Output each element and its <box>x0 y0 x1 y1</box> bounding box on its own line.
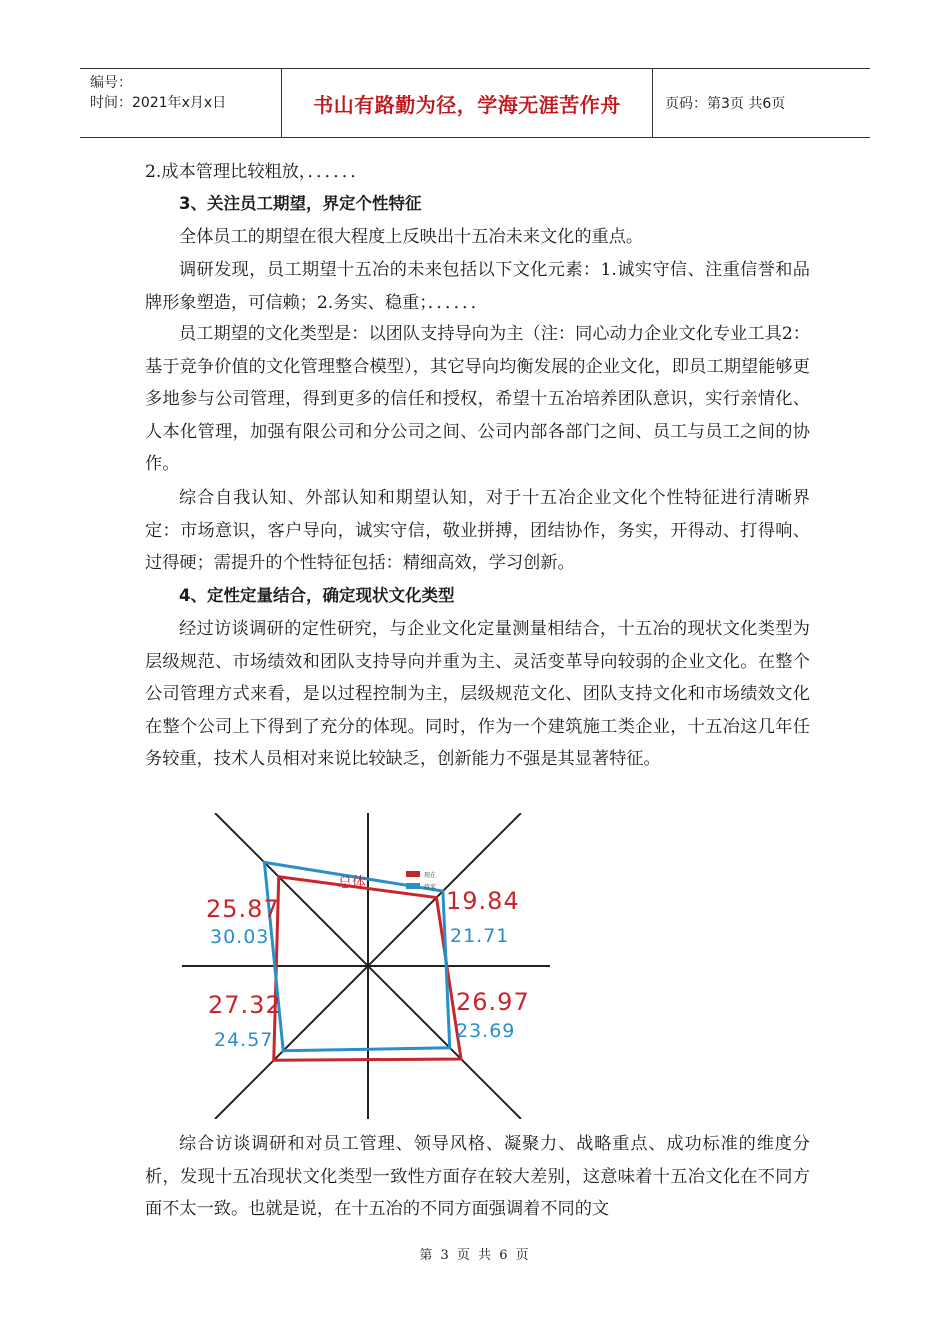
page-header <box>80 68 870 138</box>
paragraph-expectation: 全体员工的期望在很大程度上反映出十五冶未来文化的重点。 <box>179 227 644 247</box>
value-label-future-0: 30.03 <box>210 926 270 948</box>
value-label-now-0: 25.87 <box>206 895 280 923</box>
chart-title: 总体 <box>338 875 366 891</box>
paragraph-dimension-analysis: 综合访谈调研和对员工管理、领导风格、凝聚力、战略重点、成功标准的维度分析，发现十五冶现状文化类型一致性方面存在较大差别，这意味着十五冶文化在不同方面不太一致。也就是说，在十五冶的不同方面强调着不同的文 <box>145 1134 810 1219</box>
value-label-future-2: 23.69 <box>456 1020 516 1042</box>
data-point-future-0 <box>263 861 266 864</box>
value-label-now-3: 27.32 <box>208 991 282 1019</box>
data-point-future-1 <box>441 890 444 893</box>
paragraph-characteristics: 综合自我认知、外部认知和期望认知，对于十五冶企业文化个性特征进行清晰界定：市场意识，客户导向，诚实守信，敬业拼搏，团结协作，务实，开得动、打得响、过得硬；需提升的个性特征包括：精细高效，学习创新。 <box>145 488 810 573</box>
radar-chart <box>178 813 554 1119</box>
data-point-now-2 <box>460 1058 463 1061</box>
data-point-future-2 <box>448 1046 451 1049</box>
legend-swatch-1 <box>406 883 420 889</box>
time-label: 时间：2021年x月x日 <box>90 95 227 111</box>
data-point-now-1 <box>435 896 438 899</box>
value-label-now-1: 19.84 <box>446 887 520 915</box>
paragraph-research: 调研发现，员工期望十五冶的未来包括以下文化元素：1.诚实守信、注重信誉和品牌形象塑造，可信赖；2.务实、稳重；．．．．．． <box>145 260 810 313</box>
paragraph-current-type: 经过访谈调研的定性研究，与企业文化定量测量相结合，十五冶的现状文化类型为层级规范、市场绩效和团队支持导向并重为主、灵活变革导向较弱的企业文化。在整个公司管理方式来看，是以过程控制为主，层级规范文化、团队支持文化和市场绩效文化在整个公司上下得到了充分的体现。同时，作为一个建筑施工类企业，十五冶这几年任务较重，技术人员相对来说比较缺乏，创新能力不强是其显著特征。 <box>145 619 810 769</box>
legend-swatch-0 <box>406 871 420 877</box>
data-point-now-0 <box>277 875 280 878</box>
paragraph-culture-type: 员工期望的文化类型是：以团队支持导向为主（注：同心动力企业文化专业工具2：基于竞争价值的文化管理整合模型），其它导向均衡发展的企业文化，即员工期望能够更多地参与公司管理，得到更多的信任和授权，希望十五冶培养团队意识，实行亲情化、人本化管理，加强有限公司和分公司之间、公司内部各部门之间、员工与员工之间的协作。 <box>145 324 810 474</box>
legend-label-1: 将来 <box>424 884 437 891</box>
section-heading-4: 4、定性定量结合，确定现状文化类型 <box>179 586 455 605</box>
header-motto: 书山有路勤为径，学海无涯苦作舟 <box>282 69 653 137</box>
page-footer: 第 3 页 共 6 页 <box>419 1248 531 1263</box>
data-point-now-3 <box>272 1059 275 1062</box>
header-page-number: 页码：第3页 共6页 <box>665 96 786 112</box>
section-heading-3: 3、关注员工期望，界定个性特征 <box>179 194 422 213</box>
value-label-future-3: 24.57 <box>214 1029 274 1051</box>
legend-label-0: 现在 <box>424 872 437 879</box>
number-label: 编号： <box>90 75 132 91</box>
value-label-now-2: 26.97 <box>456 988 530 1016</box>
data-point-future-3 <box>282 1049 285 1052</box>
value-label-future-1: 21.71 <box>450 925 510 947</box>
header-meta <box>80 69 282 137</box>
paragraph-cost: 2.成本管理比较粗放，．．．．．． <box>145 162 368 182</box>
